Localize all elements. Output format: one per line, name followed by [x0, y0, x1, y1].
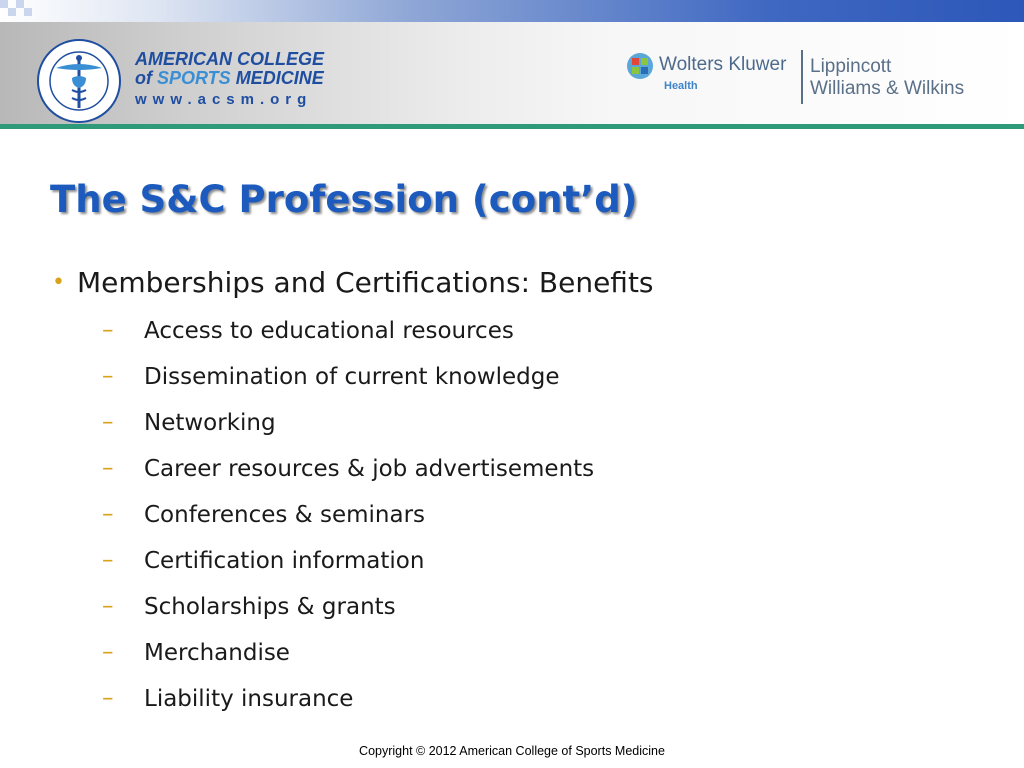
decor-square: [16, 0, 24, 8]
sub-bullet-text: Scholarships & grants: [144, 594, 396, 620]
imprint-line2: Williams & Wilkins: [810, 78, 965, 99]
main-bullet: [52, 266, 654, 299]
dash-icon: –: [102, 547, 114, 573]
acsm-seal-logo: [36, 38, 122, 124]
publisher-division: Health: [664, 80, 698, 92]
sub-bullet-item: [102, 456, 594, 502]
copyright-footer: [0, 744, 1024, 758]
sub-bullet-list: [102, 318, 594, 732]
sub-bullet-item: [102, 548, 594, 594]
sub-bullet-text: Merchandise: [144, 640, 290, 666]
publisher-divider: [801, 50, 803, 104]
copyright-text: Copyright © 2012 American College of Sports Medicine: [359, 744, 665, 758]
dash-icon: –: [102, 317, 114, 343]
acsm-name-line2: [135, 69, 324, 88]
acsm-url: www.acsm.org: [135, 91, 313, 108]
slide-header: [0, 0, 1024, 124]
imprint-name: [810, 56, 964, 100]
dash-icon: –: [102, 409, 114, 435]
main-bullet-text: Memberships and Certifications: Benefits: [76, 266, 654, 299]
sub-bullet-text: Access to educational resources: [144, 318, 514, 344]
acsm-sports: SPORTS: [157, 68, 231, 88]
sub-bullet-item: [102, 410, 594, 456]
decor-square: [0, 0, 8, 8]
decor-square: [8, 8, 16, 16]
acsm-of: of: [135, 68, 157, 88]
dash-icon: –: [102, 639, 114, 665]
sub-bullet-text: Liability insurance: [144, 686, 354, 712]
dash-icon: –: [102, 363, 114, 389]
wolters-kluwer-logo-icon: [626, 52, 654, 80]
sub-bullet-item: [102, 318, 594, 364]
sub-bullet-item: [102, 502, 594, 548]
bullet-dot-icon: •: [52, 270, 65, 295]
sub-bullet-item: [102, 686, 594, 732]
sub-bullet-text: Dissemination of current knowledge: [144, 364, 560, 390]
dash-icon: –: [102, 593, 114, 619]
sub-bullet-text: Conferences & seminars: [144, 502, 426, 528]
dash-icon: –: [102, 685, 114, 711]
sub-bullet-item: [102, 364, 594, 410]
slide-title: The S&C Profession (cont’d): [50, 178, 638, 221]
sub-bullet-text: Networking: [144, 410, 276, 436]
sub-bullet-item: [102, 640, 594, 686]
sub-bullet-item: [102, 594, 594, 640]
acsm-medicine: MEDICINE: [230, 68, 324, 88]
decor-square: [24, 8, 32, 16]
sub-bullet-text: Career resources & job advertisements: [144, 456, 595, 482]
header-green-rule: [0, 124, 1024, 129]
dash-icon: –: [102, 455, 114, 481]
header-blue-bar: [0, 0, 1024, 22]
dash-icon: –: [102, 501, 114, 527]
sub-bullet-text: Certification information: [144, 548, 425, 574]
imprint-line1: Lippincott: [810, 56, 892, 77]
publisher-name: Wolters Kluwer: [659, 54, 787, 75]
acsm-wordmark: [135, 50, 324, 109]
acsm-name-line1: AMERICAN COLLEGE: [135, 49, 324, 69]
